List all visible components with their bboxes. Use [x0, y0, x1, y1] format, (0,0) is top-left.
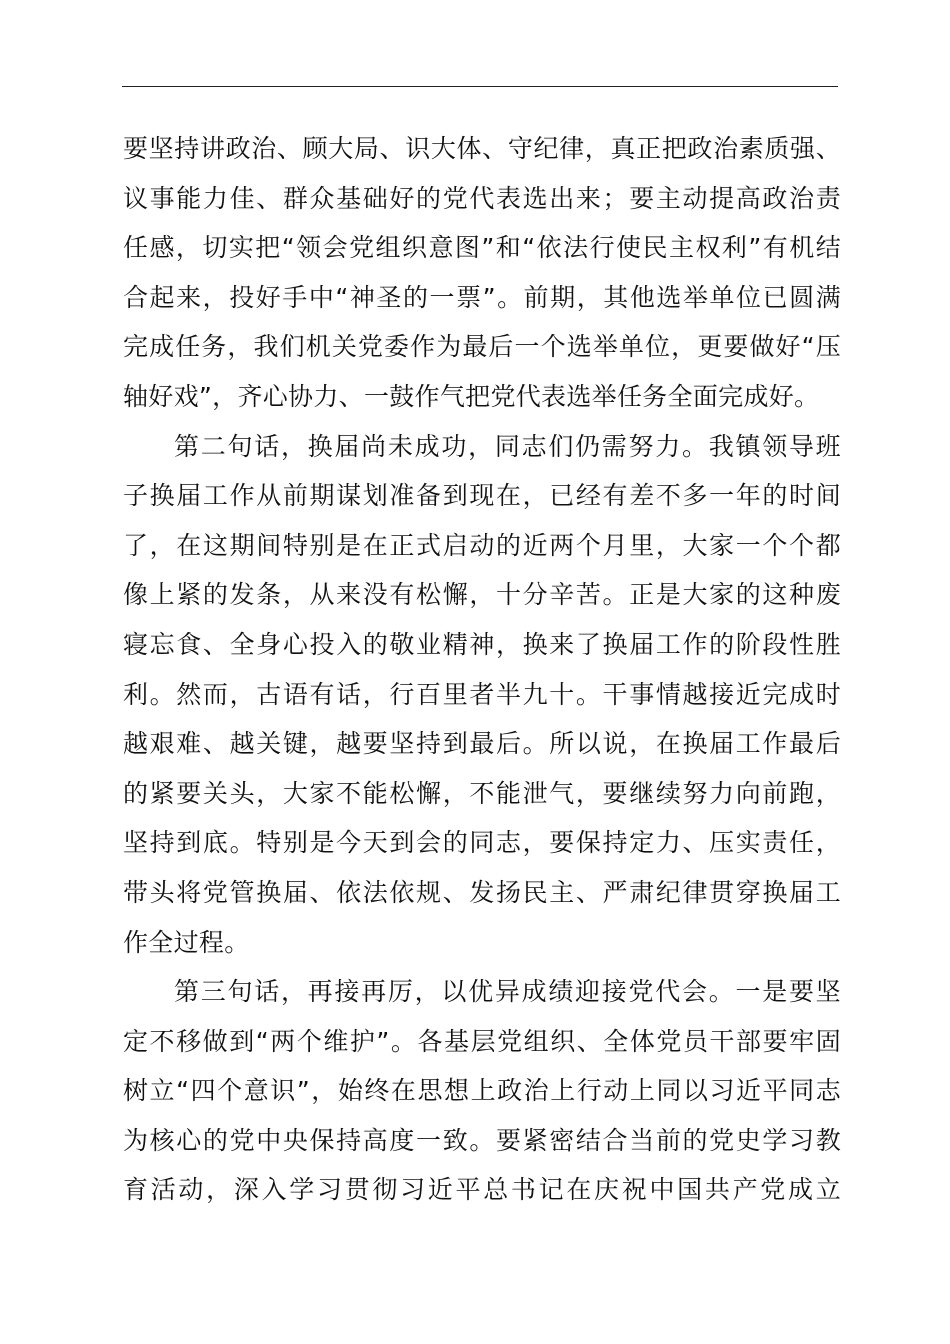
text-line: 完成任务，我们机关党委作为最后一个选举单位，更要做好“压 — [123, 332, 841, 362]
text-line: 为核心的党中央保持高度一致。要紧密结合当前的党史学习教 — [123, 1125, 841, 1155]
text-line: 坚持到底。特别是今天到会的同志，要保持定力、压实责任， — [123, 828, 841, 858]
text-line: 寝忘食、全身心投入的敬业精神，换来了换届工作的阶段性胜 — [123, 629, 841, 659]
text-line: 树立“四个意识”，始终在思想上政治上行动上同以习近平同志 — [123, 1076, 841, 1106]
text-line: 第二句话，换届尚未成功，同志们仍需努力。我镇领导班 — [174, 431, 841, 461]
text-line: 育活动，深入学习贯彻习近平总书记在庆祝中国共产党成立 — [123, 1175, 841, 1205]
text-line: 了，在这期间特别是在正式启动的近两个月里，大家一个个都 — [123, 530, 841, 560]
text-line: 合起来，投好手中“神圣的一票”。前期，其他选举单位已圆满 — [123, 282, 841, 312]
text-line: 任感，切实把“领会党组织意图”和“依法行使民主权利”有机结 — [123, 233, 841, 263]
header-rule — [122, 86, 838, 87]
text-line: 定不移做到“两个维护”。各基层党组织、全体党员干部要牢固 — [123, 1026, 841, 1056]
text-line: 像上紧的发条，从来没有松懈，十分辛苦。正是大家的这种废 — [123, 580, 841, 610]
text-line: 要坚持讲政治、顾大局、识大体、守纪律，真正把政治素质强、 — [123, 134, 841, 163]
body-text — [123, 124, 841, 1215]
text-line: 越艰难、越关键，越要坚持到最后。所以说，在换届工作最后 — [123, 729, 841, 759]
text-line: 轴好戏”，齐心协力、一鼓作气把党代表选举任务全面完成好。 — [123, 381, 820, 411]
text-line: 作全过程。 — [123, 927, 250, 957]
text-line: 的紧要关头，大家不能松懈，不能泄气，要继续努力向前跑， — [123, 778, 841, 808]
text-line: 议事能力佳、群众基础好的党代表选出来；要主动提高政治责 — [123, 183, 841, 213]
text-line: 利。然而，古语有话，行百里者半九十。干事情越接近完成时 — [123, 679, 841, 709]
text-line: 子换届工作从前期谋划准备到现在，已经有差不多一年的时间 — [123, 481, 841, 511]
text-line: 带头将党管换届、依法依规、发扬民主、严肃纪律贯穿换届工 — [123, 877, 841, 907]
text-line: 第三句话，再接再厉，以优异成绩迎接党代会。一是要坚 — [174, 977, 841, 1007]
